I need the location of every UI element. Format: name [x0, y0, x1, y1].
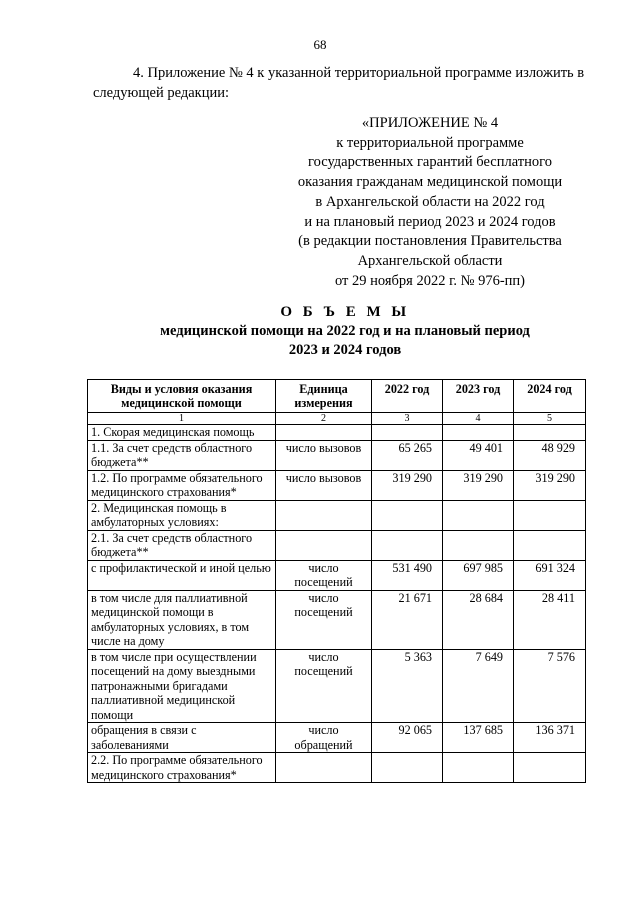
- row-unit: число вызовов: [276, 440, 372, 470]
- row-2022: [372, 500, 443, 530]
- table-row: [88, 440, 586, 470]
- row-2023: [443, 425, 514, 441]
- row-2024: 28 411: [514, 590, 586, 649]
- row-2022: 65 265: [372, 440, 443, 470]
- row-unit: число вызовов: [276, 470, 372, 500]
- row-unit: [276, 753, 372, 783]
- header-cell: Виды и условия оказания медицинской помощи: [88, 380, 276, 413]
- table-row: [88, 530, 586, 560]
- row-2023: 49 401: [443, 440, 514, 470]
- row-2023: [443, 753, 514, 783]
- appendix-line: Архангельской области: [357, 252, 503, 269]
- table-header-row: [88, 380, 586, 413]
- row-2024: [514, 425, 586, 441]
- row-unit: число посещений: [276, 649, 372, 723]
- heading-title: О Б Ъ Е М Ы: [280, 304, 410, 320]
- table-row: [88, 723, 586, 753]
- row-2024: [514, 530, 586, 560]
- table-row: [88, 470, 586, 500]
- volumes-table: [87, 379, 586, 783]
- heading-subtitle-line1: медицинской помощи на 2022 год и на плановый период: [160, 323, 530, 339]
- row-unit: [276, 530, 372, 560]
- row-unit: [276, 425, 372, 441]
- row-2022: 531 490: [372, 560, 443, 590]
- row-type: 2. Медицинская помощь в амбулаторных условиях:: [88, 500, 276, 530]
- column-number: 2: [276, 413, 372, 425]
- row-2024: 48 929: [514, 440, 586, 470]
- table-row: [88, 590, 586, 649]
- appendix-line: в Архангельской области на 2022 год: [315, 193, 545, 210]
- row-unit: [276, 500, 372, 530]
- row-2023: [443, 530, 514, 560]
- row-2023: 28 684: [443, 590, 514, 649]
- row-type: обращения в связи с заболеваниями: [88, 723, 276, 753]
- row-2023: 7 649: [443, 649, 514, 723]
- row-2024: 319 290: [514, 470, 586, 500]
- table-row: [88, 500, 586, 530]
- row-2024: [514, 500, 586, 530]
- column-number: 5: [514, 413, 586, 425]
- row-2024: 136 371: [514, 723, 586, 753]
- header-cell: Единица измерения: [276, 380, 372, 413]
- row-2024: [514, 753, 586, 783]
- row-2023: 137 685: [443, 723, 514, 753]
- row-2024: 7 576: [514, 649, 586, 723]
- row-type: 2.1. За счет средств областного бюджета**: [88, 530, 276, 560]
- row-2023: 697 985: [443, 560, 514, 590]
- row-2022: 21 671: [372, 590, 443, 649]
- page-number: 68: [313, 37, 327, 52]
- header-cell: 2024 год: [514, 380, 586, 413]
- table-row: [88, 560, 586, 590]
- row-type: 2.2. По программе обязательного медицинского страхования*: [88, 753, 276, 783]
- row-2022: 5 363: [372, 649, 443, 723]
- intro-paragraph: 4. Приложение № 4 к указанной территориальной программе изложить в следующей редакции:: [93, 65, 585, 101]
- row-unit: число посещений: [276, 560, 372, 590]
- appendix-line: к территориальной программе: [336, 134, 524, 151]
- row-type: в том числе для паллиативной медицинской помощи в амбулаторных условиях, в том числе на дому: [88, 590, 276, 649]
- row-type: 1. Скорая медицинская помощь: [88, 425, 276, 441]
- row-2023: 319 290: [443, 470, 514, 500]
- column-number: 1: [88, 413, 276, 425]
- row-2022: 319 290: [372, 470, 443, 500]
- row-unit: число посещений: [276, 590, 372, 649]
- row-type: 1.1. За счет средств областного бюджета**: [88, 440, 276, 470]
- row-unit: число обращений: [276, 723, 372, 753]
- table-row: [88, 649, 586, 723]
- row-2022: [372, 425, 443, 441]
- appendix-line: оказания гражданам медицинской помощи: [297, 174, 563, 191]
- appendix-line: «ПРИЛОЖЕНИЕ № 4: [361, 115, 499, 131]
- table-row: [88, 753, 586, 783]
- header-cell: 2023 год: [443, 380, 514, 413]
- table-row: [88, 425, 586, 441]
- header-cell: 2022 год: [372, 380, 443, 413]
- appendix-line: государственных гарантий бесплатного: [308, 154, 552, 171]
- row-2024: 691 324: [514, 560, 586, 590]
- appendix-line: (в редакции постановления Правительства: [298, 233, 562, 250]
- column-number: 4: [443, 413, 514, 425]
- row-2022: 92 065: [372, 723, 443, 753]
- appendix-header: [286, 114, 574, 291]
- column-number-row: [88, 413, 586, 425]
- column-number: 3: [372, 413, 443, 425]
- row-type: 1.2. По программе обязательного медицинского страхования*: [88, 470, 276, 500]
- appendix-line: от 29 ноября 2022 г. № 976-пп): [334, 272, 526, 289]
- appendix-line: и на плановый период 2023 и 2024 годов: [304, 213, 556, 230]
- row-2023: [443, 500, 514, 530]
- document-heading: [0, 302, 640, 360]
- row-type: в том числе при осуществлении посещений на дому выездными патронажными бригадами паллиативной медицинской помощи: [88, 649, 276, 723]
- row-2022: [372, 530, 443, 560]
- heading-subtitle-line2: 2023 и 2024 годов: [288, 342, 402, 358]
- row-type: с профилактической и иной целью: [88, 560, 276, 590]
- row-2022: [372, 753, 443, 783]
